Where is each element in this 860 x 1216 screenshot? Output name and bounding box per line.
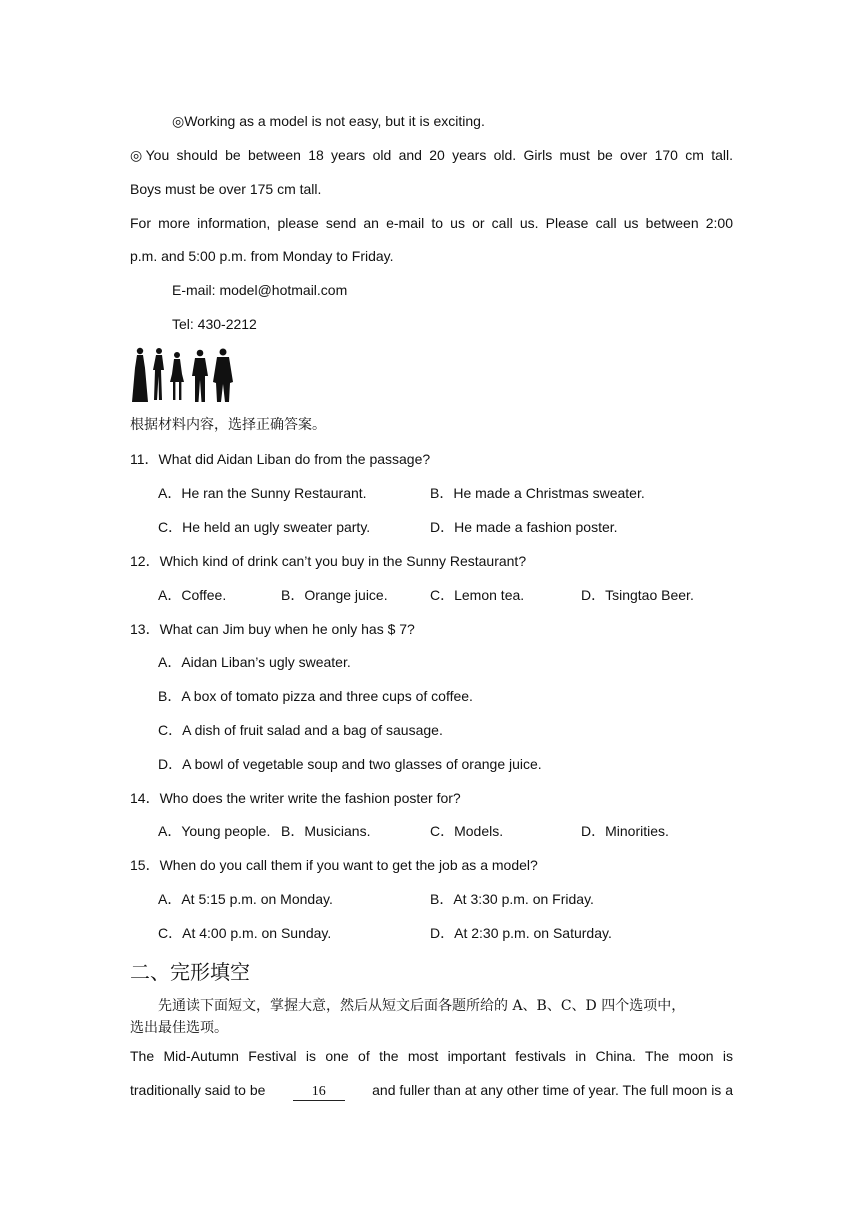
question-14-option-a[interactable]: A．Young people.: [158, 823, 271, 839]
question-12-option-a[interactable]: A．Coffee.: [158, 587, 227, 603]
question-15-option-a[interactable]: A．At 5:15 p.m. on Monday.: [158, 891, 333, 907]
question-14-option-c[interactable]: C．Models.: [430, 823, 504, 839]
ad-email: E-mail: model@hotmail.com: [172, 282, 348, 298]
ad-line-contact-info-cont: p.m. and 5:00 p.m. from Monday to Friday.: [130, 248, 394, 264]
section-2-instruction-cont: 选出最佳选项。: [130, 1020, 228, 1036]
models-silhouette-image: [130, 346, 236, 404]
question-15-option-d[interactable]: D．At 2:30 p.m. on Saturday.: [430, 925, 612, 941]
ad-tel: Tel: 430-2212: [172, 316, 257, 332]
question-14-stem: 14．Who does the writer write the fashion poster for?: [130, 790, 461, 806]
ad-line-requirement-2: ◎You should be between 18 years old and 20 years old. Girls must be over 170 cm tall.: [130, 147, 733, 163]
question-12-option-b[interactable]: B．Orange juice.: [281, 587, 388, 603]
question-14-option-d[interactable]: D．Minorities.: [581, 823, 669, 839]
question-11-option-d[interactable]: D．He made a fashion poster.: [430, 519, 618, 535]
question-13-option-a[interactable]: A．Aidan Liban’s ugly sweater.: [158, 654, 351, 670]
question-11-option-a[interactable]: A．He ran the Sunny Restaurant.: [158, 485, 367, 501]
ad-line-requirement-2-cont: Boys must be over 175 cm tall.: [130, 181, 322, 197]
passage-line-2-start: traditionally said to be: [130, 1082, 266, 1098]
question-14-option-b[interactable]: B．Musicians.: [281, 823, 371, 839]
question-12-option-d[interactable]: D．Tsingtao Beer.: [581, 587, 694, 603]
question-13-option-c[interactable]: C．A dish of fruit salad and a bag of sausage.: [158, 722, 443, 738]
question-13-option-b[interactable]: B．A box of tomato pizza and three cups of coffee.: [158, 688, 473, 704]
question-13-stem: 13．What can Jim buy when he only has $ 7?: [130, 621, 415, 637]
passage-line-2: [130, 1081, 733, 1101]
question-15-option-c[interactable]: C．At 4:00 p.m. on Sunday.: [158, 925, 332, 941]
blank-16[interactable]: 16: [293, 1084, 345, 1101]
question-11-option-c[interactable]: C．He held an ugly sweater party.: [158, 519, 371, 535]
question-15-option-b[interactable]: B．At 3:30 p.m. on Friday.: [430, 891, 594, 907]
question-11-option-b[interactable]: B．He made a Christmas sweater.: [430, 485, 645, 501]
section-2-instruction: 先通读下面短文，掌握大意，然后从短文后面各题所给的 A、B、C、D 四个选项中，: [158, 998, 686, 1014]
question-12-stem: 12．Which kind of drink can’t you buy in the Sunny Restaurant?: [130, 553, 527, 569]
ad-line-contact-info: For more information, please send an e-mail to us or call us. Please call us between 2:00: [130, 215, 733, 231]
passage-line-2-end: and fuller than at any other time of year. The full moon is a: [372, 1082, 733, 1098]
ad-line-requirement-1: ◎Working as a model is not easy, but it is exciting.: [172, 113, 485, 129]
question-15-stem: 15．When do you call them if you want to get the job as a model?: [130, 857, 538, 873]
question-12-option-c[interactable]: C．Lemon tea.: [430, 587, 525, 603]
question-11-stem: 11．What did Aidan Liban do from the passage?: [130, 451, 431, 467]
instruction-text: 根据材料内容，选择正确答案。: [130, 417, 326, 433]
question-13-option-d[interactable]: D．A bowl of vegetable soup and two glasses of orange juice.: [158, 756, 542, 772]
passage-line-1: The Mid-Autumn Festival is one of the most important festivals in China. The moon is: [130, 1048, 733, 1064]
section-2-title: 二、完形填空: [130, 960, 250, 984]
